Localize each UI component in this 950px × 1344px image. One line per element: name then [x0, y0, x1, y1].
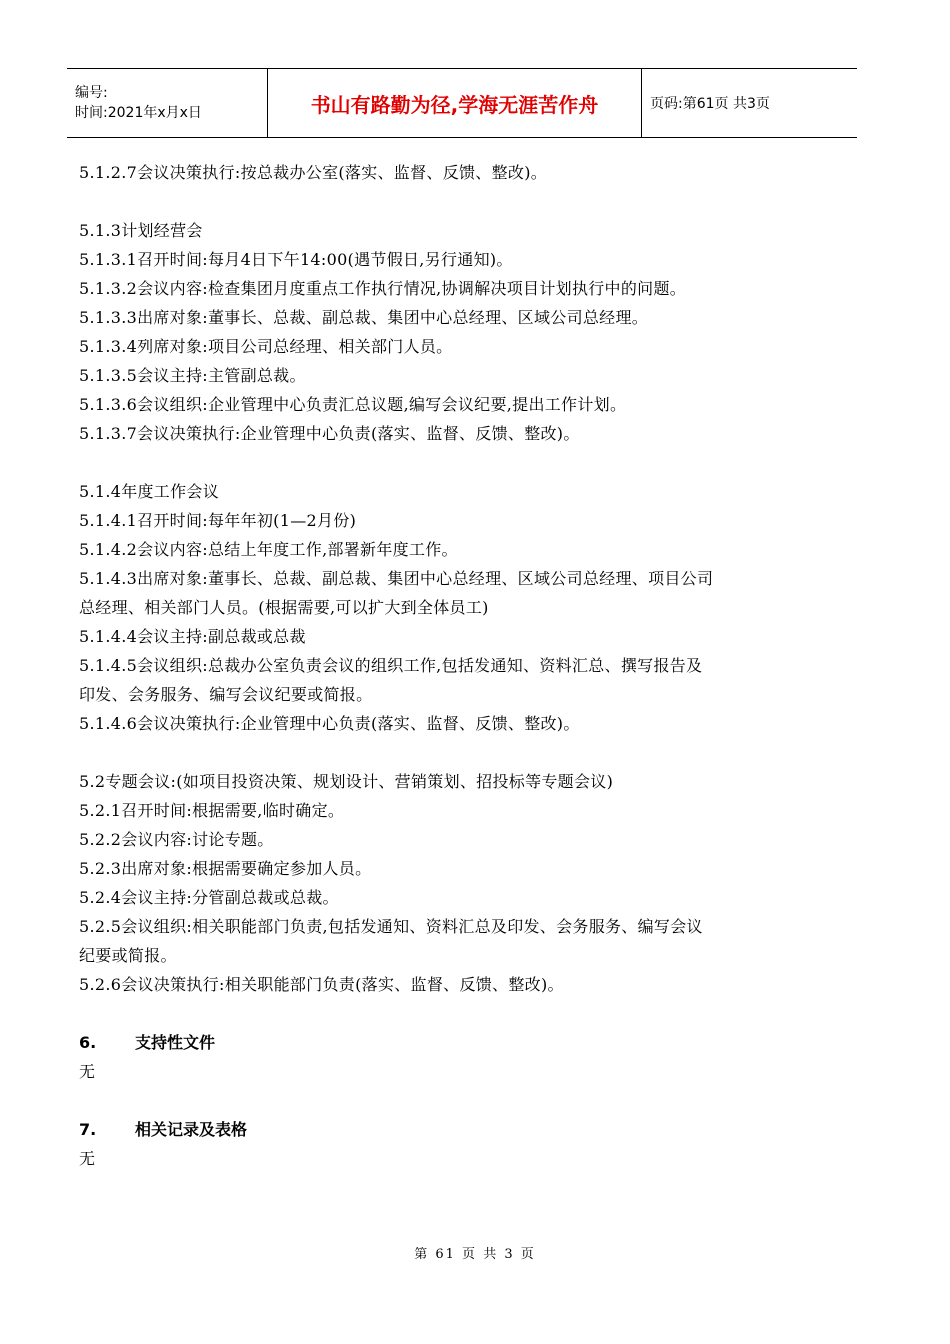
header-page-info: [642, 69, 857, 137]
paragraph-line: 5.1.3.7会议决策执行:企业管理中心负责(落实、监督、反馈、整改)。: [79, 424, 580, 443]
header-meta: [67, 69, 268, 137]
section-title: 支持性文件: [135, 1033, 216, 1052]
paragraph-line: 5.2.6会议决策执行:相关职能部门负责(落实、监督、反馈、整改)。: [79, 975, 564, 994]
section-content: 无: [79, 1062, 96, 1081]
paragraph-line: 5.1.4.6会议决策执行:企业管理中心负责(落实、监督、反馈、整改)。: [79, 714, 580, 733]
paragraph-line: 5.2.3出席对象:根据需要确定参加人员。: [79, 859, 372, 878]
section-title-5-1-3: 5.1.3计划经营会: [79, 221, 203, 240]
paragraph-line: 5.1.3.3出席对象:董事长、总裁、副总裁、集团中心总经理、区域公司总经理。: [79, 308, 649, 327]
document-number-label: 编号:: [75, 85, 108, 101]
paragraph-line: 5.1.3.2会议内容:检查集团月度重点工作执行情况,协调解决项目计划执行中的问题。: [79, 279, 687, 298]
paragraph-line: 5.1.4.2会议内容:总结上年度工作,部署新年度工作。: [79, 540, 458, 559]
paragraph-line: 5.1.3.5会议主持:主管副总裁。: [79, 366, 306, 385]
header-motto: [268, 69, 642, 137]
paragraph-line: 5.1.4.3出席对象:董事长、总裁、副总裁、集团中心总经理、区域公司总经理、项目公司: [79, 569, 714, 588]
paragraph-line: 5.2.1召开时间:根据需要,临时确定。: [79, 801, 345, 820]
section-title-5-2: 5.2专题会议:(如项目投资决策、规划设计、营销策划、招投标等专题会议): [79, 772, 614, 791]
page-footer: [0, 1243, 950, 1262]
paragraph-line: 5.1.3.1召开时间:每月4日下午14:00(遇节假日,另行通知)。: [79, 250, 513, 269]
section-number: 7.: [79, 1120, 97, 1139]
paragraph-line: 5.1.4.5会议组织:总裁办公室负责会议的组织工作,包括发通知、资料汇总、撰写报告及: [79, 656, 703, 675]
section-title-5-1-4: 5.1.4年度工作会议: [79, 482, 220, 501]
section-heading-7: [79, 1115, 849, 1144]
section-title: 相关记录及表格: [135, 1120, 248, 1139]
paragraph-line: 5.1.3.4列席对象:项目公司总经理、相关部门人员。: [79, 337, 453, 356]
paragraph-line: 5.1.2.7会议决策执行:按总裁办公室(落实、监督、反馈、整改)。: [79, 163, 548, 182]
paragraph-line: 总经理、相关部门人员。(根据需要,可以扩大到全体员工): [79, 598, 489, 617]
document-body: [79, 158, 849, 1173]
page-number-label: 页码:第61页 共3页: [650, 96, 770, 112]
paragraph-line: 5.2.4会议主持:分管副总裁或总裁。: [79, 888, 339, 907]
paragraph-line: 5.2.2会议内容:讨论专题。: [79, 830, 274, 849]
document-time-label: 时间:2021年x月x日: [75, 105, 202, 121]
paragraph-line: 印发、会务服务、编写会议纪要或简报。: [79, 685, 373, 704]
document-header: [67, 68, 857, 138]
section-heading-6: [79, 1028, 849, 1057]
paragraph-line: 5.1.4.1召开时间:每年年初(1—2月份): [79, 511, 357, 530]
paragraph-line: 纪要或简报。: [79, 946, 177, 965]
paragraph-line: 5.2.5会议组织:相关职能部门负责,包括发通知、资料汇总及印发、会务服务、编写会议: [79, 917, 703, 936]
footer-page-number: 第 61 页 共 3 页: [414, 1247, 536, 1262]
paragraph-line: 5.1.4.4会议主持:副总裁或总裁: [79, 627, 306, 646]
section-content: 无: [79, 1149, 96, 1168]
motto-text: 书山有路勤为径,学海无涯苦作舟: [310, 92, 599, 117]
paragraph-line: 5.1.3.6会议组织:企业管理中心负责汇总议题,编写会议纪要,提出工作计划。: [79, 395, 627, 414]
section-number: 6.: [79, 1033, 97, 1052]
